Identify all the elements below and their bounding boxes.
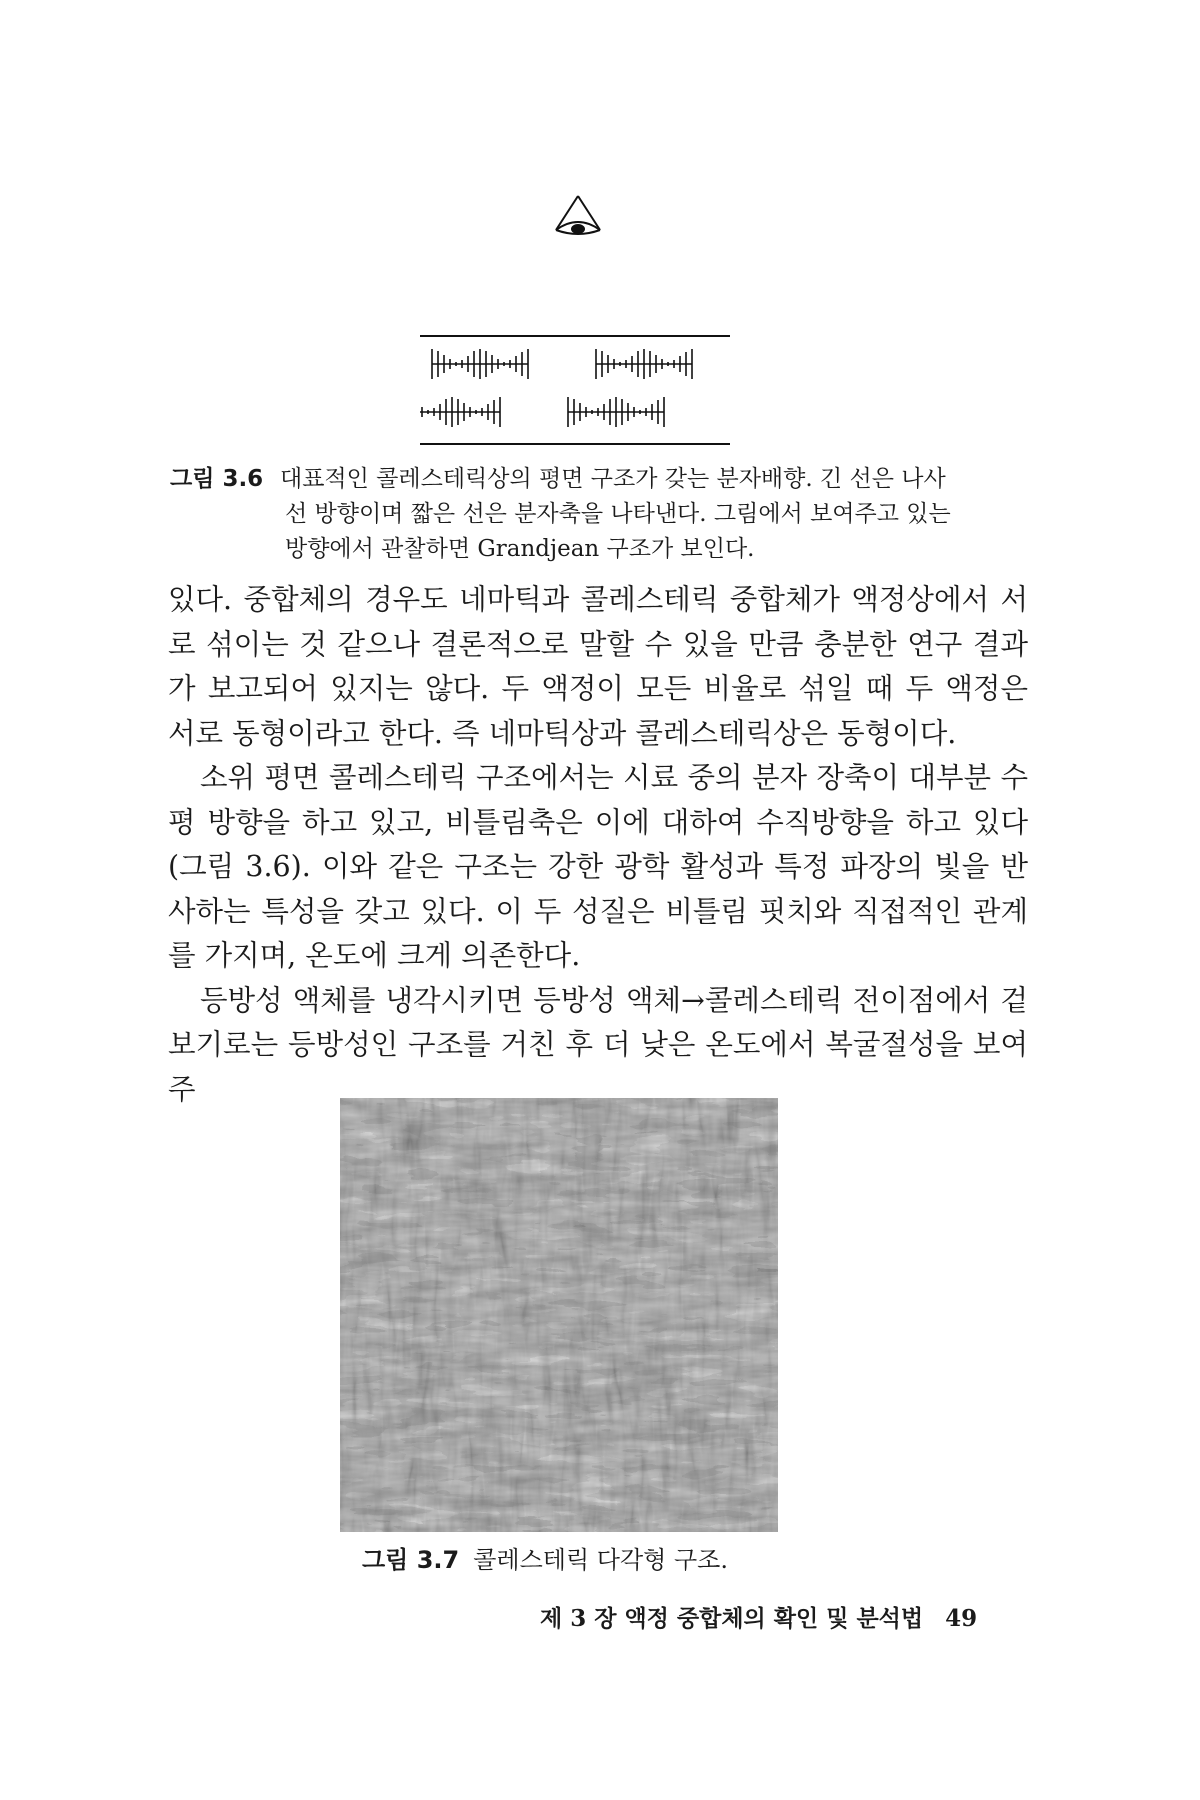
figure-3-6-label: 그림 3.6 (170, 466, 264, 492)
caption-line-2: 선 방향이며 짧은 선은 분자축을 나타낸다. 그림에서 보여주고 있는 (285, 501, 951, 527)
helix-unit (432, 349, 528, 379)
figure-3-6-caption (170, 462, 1030, 567)
paragraph-2: 소위 평면 콜레스테릭 구조에서는 시료 중의 분자 장축이 대부분 수평 방향을 하고 있고, 비틀림축은 이에 대하여 수직방향을 하고 있다(그림 3.6). 이와 같은 구조는 강한 광학 활성과 특정 파장의 빛을 반사하는 특성을 갖고 있다. 이 두 성질은 비틀림 핏치와 직접적인 관계를 가지며, 온도에 크게 의존한다. (168, 761, 1028, 972)
caption-line-3: 방향에서 관찰하면 Grandjean 구조가 보인다. (285, 536, 755, 562)
paragraph-1: 있다. 중합체의 경우도 네마틱과 콜레스테릭 중합체가 액정상에서 서로 섞이는 것 같으나 결론적으로 말할 수 있을 만큼 충분한 연구 결과가 보고되어 있지는 않다. 두 액정이 모든 비율로 섞일 때 두 액정은 서로 동형이라고 한다. 즉 네마틱상과 콜레스테릭상은 동형이다. (168, 583, 1028, 750)
body-text (168, 578, 1028, 1112)
figure-3-7-label: 그림 3.7 (362, 1546, 460, 1574)
figure-3-7-caption-text: 콜레스테릭 다각형 구조. (473, 1546, 728, 1574)
running-footer (540, 1600, 977, 1633)
caption-line-1: 대표적인 콜레스테릭상의 평면 구조가 갖는 분자배향. 긴 선은 나사 (280, 466, 946, 492)
helix-unit (420, 397, 500, 427)
running-head: 제 3 장 액정 중합체의 확인 및 분석법 (540, 1605, 924, 1632)
paragraph-3: 등방성 액체를 냉각시키면 등방성 액체→콜레스테릭 전이점에서 겉보기로는 등방성인 구조를 거친 후 더 낮은 온도에서 복굴절성을 보여주 (168, 983, 1028, 1106)
figure-3-6-diagram (420, 328, 730, 450)
eye-symbol-icon (550, 192, 606, 240)
helix-unit (568, 397, 664, 427)
helix-unit (596, 349, 692, 379)
figure-3-7-caption (362, 1540, 728, 1575)
figure-3-7-micrograph (340, 1098, 778, 1532)
page-number: 49 (945, 1605, 978, 1632)
